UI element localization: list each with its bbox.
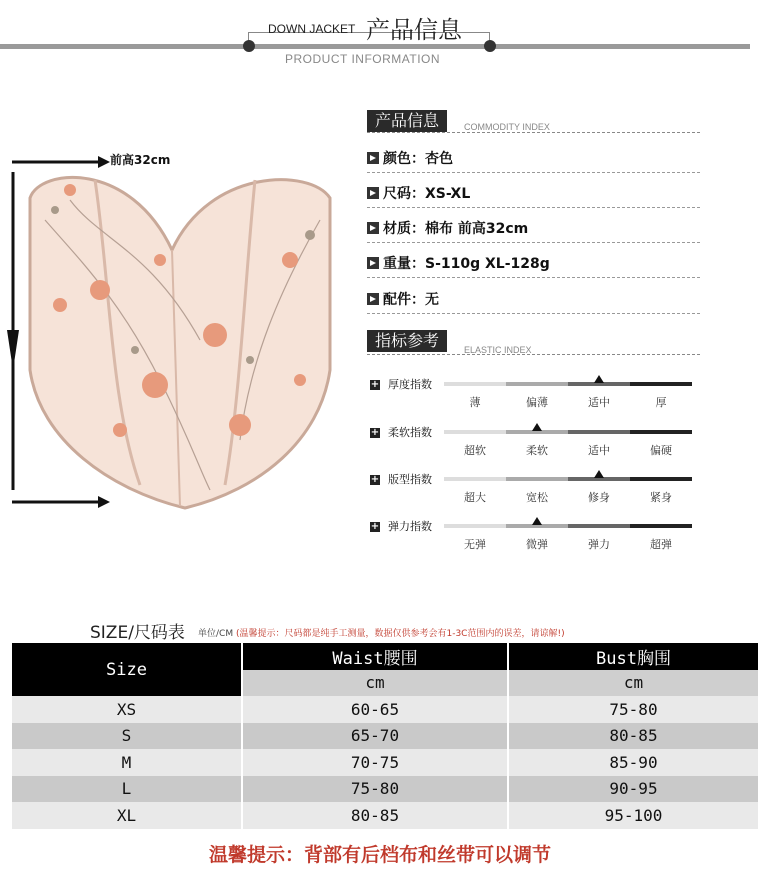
info-value: S-110g XL-128g [425,256,550,272]
header-title-cn: 产品信息 [366,16,462,44]
waist-unit: cm [242,670,508,697]
elastic-rule [367,354,700,355]
size-warning: (温馨提示：尺码都是纯手工测量，数据仅供参考会有1-3C范围内的误差，请谅解!) [235,629,565,639]
cell-bust: 75-80 [508,696,759,723]
size-unit: 单位/CM [198,629,234,639]
index-bar [444,524,692,528]
cell-size: XS [12,696,242,723]
index-tick: 宽松 [526,491,548,504]
plus-icon: + [370,379,380,390]
index-row-thickness [370,380,700,420]
index-row-fit [370,475,700,515]
index-tick: 修身 [588,491,610,504]
index-tick: 薄 [469,396,481,409]
table-row [12,776,759,803]
product-image [0,140,350,520]
info-label: 尺码： [383,186,425,202]
info-row-color [367,145,700,173]
arrow-icon [367,152,379,164]
index-tick: 弹力 [588,538,610,551]
header-dot-right [484,40,496,52]
index-marker [594,470,604,478]
header-subtitle: PRODUCT INFORMATION [285,52,441,66]
info-row-weight [367,250,700,278]
cell-waist: 70-75 [242,749,508,776]
cell-size: S [12,723,242,750]
index-tick: 超软 [464,444,486,457]
size-table-note [198,626,565,639]
cell-waist: 60-65 [242,696,508,723]
plus-icon: + [370,521,380,532]
height-label: 前高32cm [110,153,171,167]
index-tick: 微弹 [526,538,548,551]
info-label: 颜色： [383,151,425,167]
plus-icon: + [370,427,380,438]
index-row-elasticity [370,522,700,562]
table-row [12,696,759,723]
index-tick: 适中 [588,396,610,409]
cell-bust: 80-85 [508,723,759,750]
commodity-rule [367,132,700,133]
arrow-icon [367,222,379,234]
info-label: 重量： [383,256,425,272]
index-bar [444,430,692,434]
index-tick: 偏薄 [526,396,548,409]
index-marker [532,517,542,525]
index-tick: 超大 [464,491,486,504]
index-tick: 紧身 [650,491,672,504]
info-value: 棉布 前高32cm [425,221,529,237]
index-bar [444,382,692,386]
commodity-section-title: 产品信息 [367,110,447,132]
info-label: 材质： [383,221,425,237]
table-row [12,723,759,750]
col-bust-header: Bust胸围 [508,643,759,670]
info-row-size [367,180,700,208]
table-row [12,802,759,829]
cell-bust: 95-100 [508,802,759,829]
header-dot-left [243,40,255,52]
info-label: 配件： [383,292,425,308]
tip-note: 温馨提示：背部有后档布和丝带可以调节 [208,844,551,866]
arrow-icon [367,293,379,305]
col-size-header: Size [12,643,242,696]
cell-waist: 75-80 [242,776,508,803]
cell-size: XL [12,802,242,829]
size-table [12,643,760,829]
elastic-section-en: ELASTIC INDEX [464,345,532,355]
index-row-softness [370,428,700,468]
info-value: 无 [425,292,439,308]
cell-size: M [12,749,242,776]
col-waist-header: Waist腰围 [242,643,508,670]
info-value: 杏色 [425,151,453,167]
index-tick: 适中 [588,444,610,457]
info-value: XS-XL [425,186,471,202]
index-label: 弹力指数 [388,520,432,533]
index-tick: 偏硬 [650,444,672,457]
index-tick: 柔软 [526,444,548,457]
index-tick: 无弹 [464,538,486,551]
table-row [12,749,759,776]
info-row-material [367,215,700,243]
header-title-en: DOWN JACKET [268,22,356,36]
elastic-section-title: 指标参考 [367,330,447,352]
cell-bust: 85-90 [508,749,759,776]
bust-unit: cm [508,670,759,697]
arrow-icon [367,257,379,269]
plus-icon: + [370,474,380,485]
index-tick: 厚 [655,396,667,409]
cell-size: L [12,776,242,803]
arrow-icon [367,187,379,199]
index-tick: 超弹 [650,538,672,551]
index-marker [594,375,604,383]
index-marker [532,423,542,431]
cell-bust: 90-95 [508,776,759,803]
index-label: 柔软指数 [388,426,432,439]
cell-waist: 80-85 [242,802,508,829]
commodity-section-en: COMMODITY INDEX [464,122,550,132]
index-label: 厚度指数 [388,378,432,391]
info-row-accessories [367,286,700,314]
index-bar [444,477,692,481]
index-label: 版型指数 [388,473,432,486]
cell-waist: 65-70 [242,723,508,750]
size-table-title: SIZE/尺码表 [90,623,185,643]
